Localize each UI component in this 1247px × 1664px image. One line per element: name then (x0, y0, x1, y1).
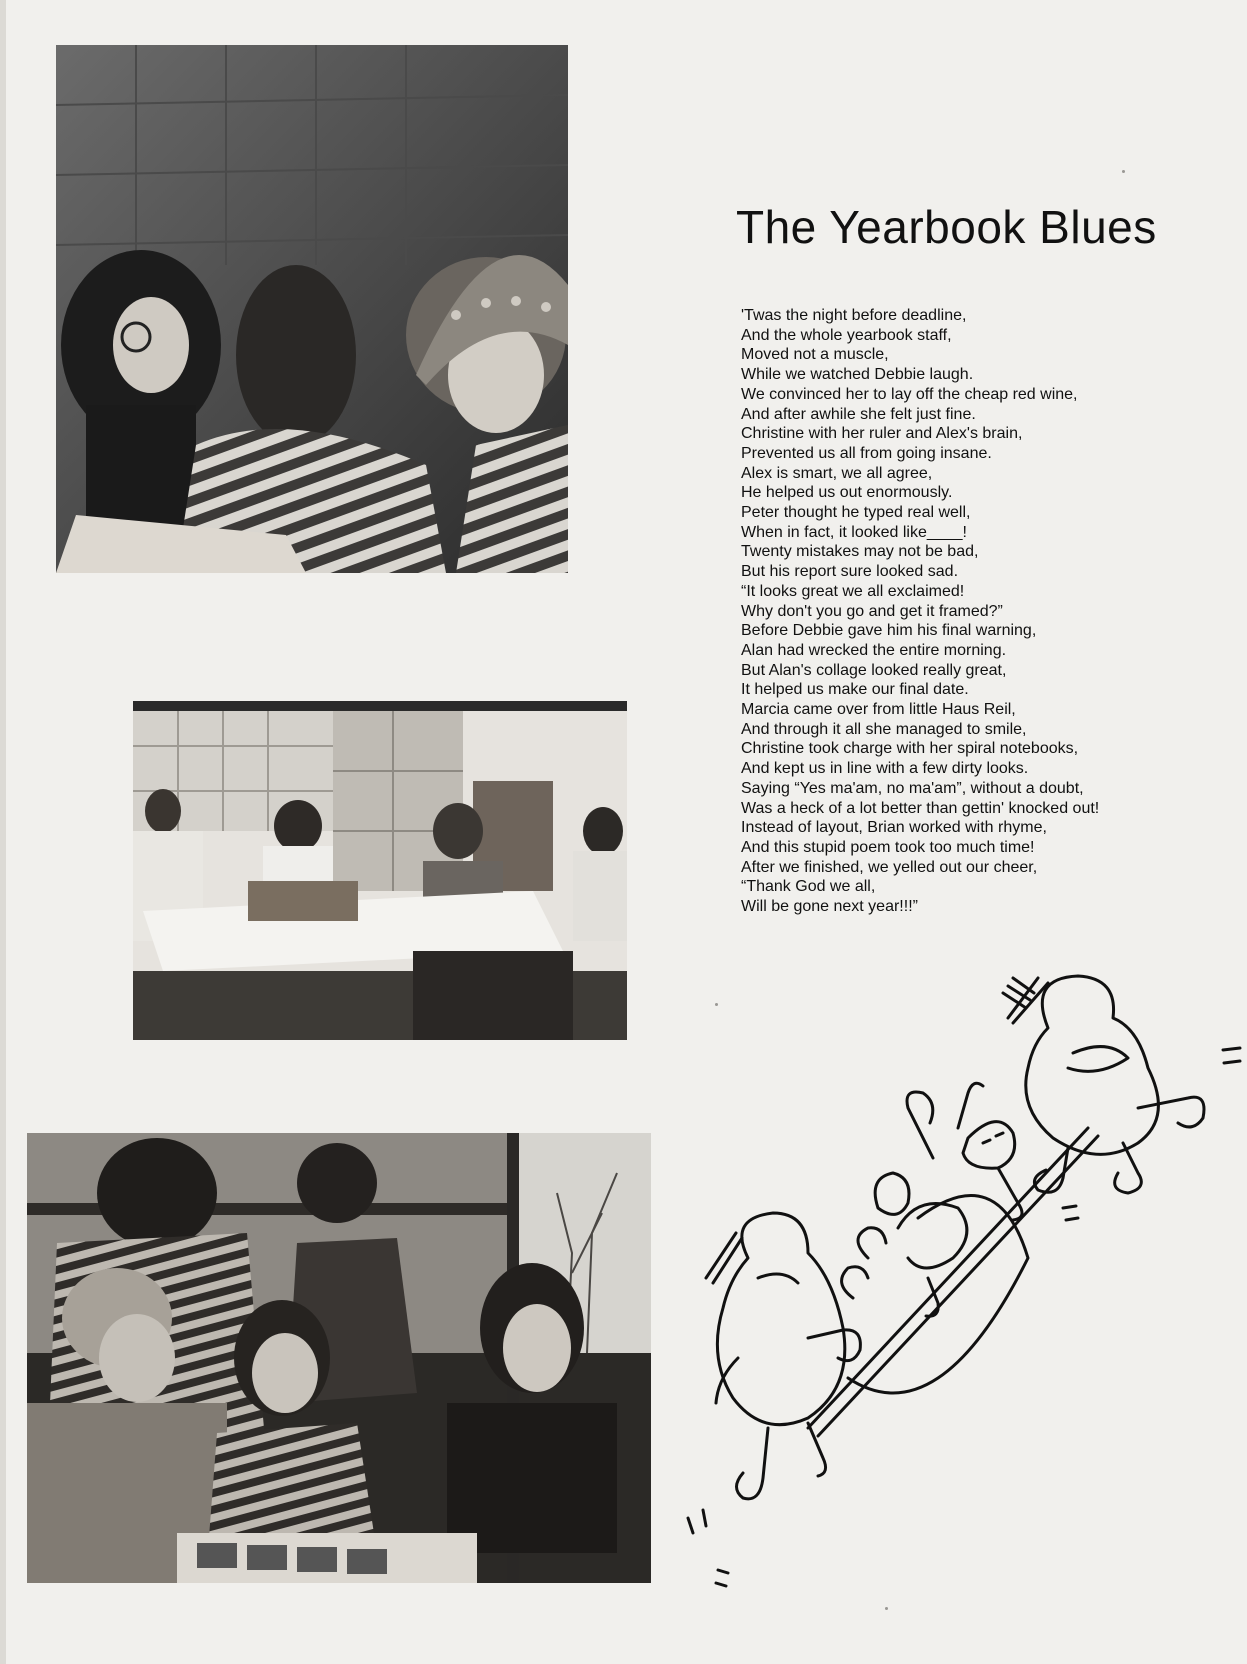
poem-line: Alex is smart, we all agree, (741, 464, 933, 482)
poem-line: Prevented us all from going insane. (741, 444, 992, 462)
photo-staff-working (27, 1133, 651, 1583)
page-title: The Yearbook Blues (736, 201, 1157, 253)
poem-line: And this stupid poem took too much time! (741, 838, 1035, 856)
dust-speck (885, 1607, 888, 1610)
poem-line: And kept us in line with a few dirty looks. (741, 760, 1029, 778)
poem-line: “Thank God we all, (741, 878, 876, 896)
poem-line: But his report sure looked sad. (741, 563, 959, 581)
poem-line: Before Debbie gave him his final warning, (741, 622, 1037, 640)
poem-line: When in fact, it looked like____! (741, 523, 967, 541)
page-edge (0, 0, 6, 1664)
poem-line: While we watched Debbie laugh. (741, 366, 974, 384)
poem-line: Was a heck of a lot better than gettin' knocked out! (741, 799, 1100, 817)
poem-line: He helped us out enormously. (741, 484, 953, 502)
poem-line: Christine with her ruler and Alex's brain, (741, 425, 1023, 443)
poem-line: And the whole yearbook staff, (741, 326, 952, 344)
poem-line: Christine took charge with her spiral notebooks, (741, 740, 1079, 758)
photo-staff-reading (56, 45, 568, 573)
poem-line: After we finished, we yelled out our cheer, (741, 858, 1038, 876)
poem-line: 'Twas the night before deadline, (741, 307, 967, 324)
dust-speck (1122, 170, 1125, 173)
poem-line: Twenty mistakes may not be bad, (741, 543, 979, 561)
poem-line: Peter thought he typed real well, (741, 504, 971, 522)
poem (741, 306, 1241, 917)
poem-line: Saying “Yes ma'am, no ma'am”, without a doubt, (741, 779, 1084, 797)
poem-line: Alan had wrecked the entire morning. (741, 641, 1007, 659)
photo-staff-meeting-table (133, 701, 627, 1040)
poem-line: Why don't you go and get it framed?” (741, 602, 1003, 620)
dust-speck (715, 1003, 718, 1006)
poem-line: And through it all she managed to smile, (741, 720, 1027, 738)
poem-line: Marcia came over from little Haus Reil, (741, 701, 1016, 719)
poem-line: We convinced her to lay off the cheap red wine, (741, 385, 1078, 403)
poem-line: “It looks great we all exclaimed! (741, 582, 965, 600)
poem-line: But Alan's collage looked really great, (741, 661, 1007, 679)
poem-line: Will be gone next year!!!” (741, 898, 918, 916)
poem-line: Moved not a muscle, (741, 346, 889, 364)
poem-line: Instead of layout, Brian worked with rhyme, (741, 819, 1047, 837)
poem-line: And after awhile she felt just fine. (741, 405, 976, 423)
cartoon-stretcher-carriers (668, 958, 1247, 1618)
poem-line: It helped us make our final date. (741, 681, 969, 699)
